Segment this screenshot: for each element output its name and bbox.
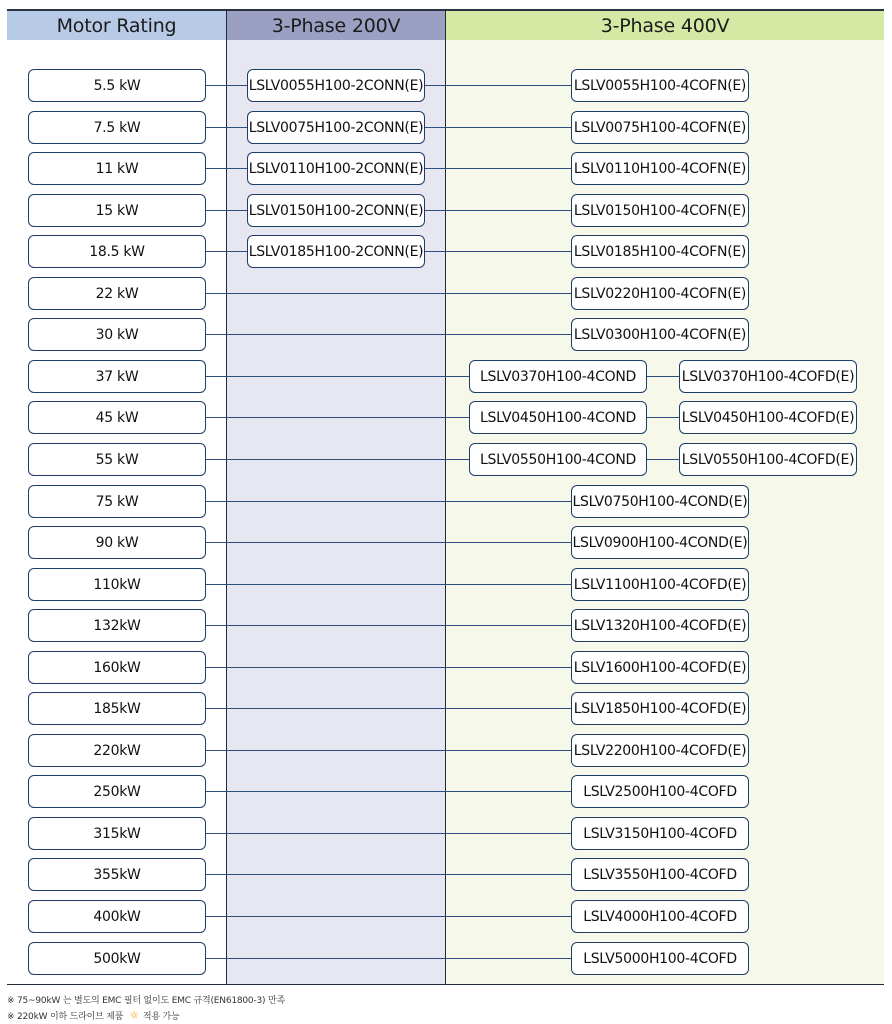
model-400v-cell: LSLV1320H100-4COFD(E)	[571, 609, 749, 642]
connector-line	[647, 376, 679, 377]
connector-line	[206, 334, 571, 335]
sun-icon: ☼	[129, 1009, 139, 1022]
motor-rating-header: Motor Rating	[7, 9, 226, 40]
model-200v-cell: LSLV0110H100-2CONN(E)	[247, 152, 425, 185]
connector-line	[206, 584, 571, 585]
motor-rating-cell: 132kW	[28, 609, 206, 642]
connector-line	[206, 376, 469, 377]
motor-rating-cell: 37 kW	[28, 360, 206, 393]
model-400v-cell: LSLV3550H100-4COFD	[571, 858, 749, 891]
model-400v-cell: LSLV0300H100-4COFN(E)	[571, 318, 749, 351]
connector-line	[206, 127, 247, 128]
connector-line	[206, 833, 571, 834]
motor-rating-cell: 15 kW	[28, 194, 206, 227]
table-bottom-rule	[7, 984, 884, 985]
motor-rating-cell: 30 kW	[28, 318, 206, 351]
model-400v-cell: LSLV0075H100-4COFN(E)	[571, 111, 749, 144]
motor-rating-cell: 22 kW	[28, 277, 206, 310]
connector-line	[206, 958, 571, 959]
footnote-text: ※ 220kW 이하 드라이브 제품	[7, 1012, 124, 1022]
connector-line	[206, 417, 469, 418]
connector-line	[206, 501, 571, 502]
motor-rating-cell: 160kW	[28, 651, 206, 684]
motor-rating-cell: 315kW	[28, 817, 206, 850]
motor-rating-cell: 250kW	[28, 775, 206, 808]
motor-rating-cell: 45 kW	[28, 401, 206, 434]
connector-line	[206, 916, 571, 917]
model-400v-cell: LSLV0900H100-4COND(E)	[571, 526, 749, 559]
model-200v-cell: LSLV0150H100-2CONN(E)	[247, 194, 425, 227]
model-400v-filter-cell: LSLV0450H100-4COFD(E)	[679, 401, 857, 434]
connector-line	[206, 459, 469, 460]
column-divider	[226, 9, 227, 985]
motor-rating-cell: 90 kW	[28, 526, 206, 559]
connector-line	[206, 251, 247, 252]
model-400v-cell: LSLV5000H100-4COFD	[571, 942, 749, 975]
model-400v-cell: LSLV2500H100-4COFD	[571, 775, 749, 808]
footnote-emc: ※ 75~90kW 는 별도의 EMC 필터 없이도 EMC 규격(EN61800-3) 만족	[7, 996, 285, 1006]
connector-line	[647, 417, 679, 418]
connector-line	[206, 85, 247, 86]
model-400v-cell: LSLV1600H100-4COFD(E)	[571, 651, 749, 684]
model-400v-cell: LSLV0370H100-4COND	[469, 360, 647, 393]
connector-line	[425, 168, 571, 169]
connector-line	[425, 210, 571, 211]
motor-rating-cell: 220kW	[28, 734, 206, 767]
model-400v-cell: LSLV1850H100-4COFD(E)	[571, 692, 749, 725]
model-400v-cell: LSLV3150H100-4COFD	[571, 817, 749, 850]
connector-line	[206, 293, 571, 294]
model-400v-filter-cell: LSLV0550H100-4COFD(E)	[679, 443, 857, 476]
motor-rating-cell: 7.5 kW	[28, 111, 206, 144]
phase-400v-header: 3-Phase 400V	[446, 9, 884, 40]
model-400v-cell: LSLV0550H100-4COND	[469, 443, 647, 476]
connector-line	[206, 708, 571, 709]
model-400v-cell: LSLV4000H100-4COFD	[571, 900, 749, 933]
model-200v-cell: LSLV0075H100-2CONN(E)	[247, 111, 425, 144]
connector-line	[647, 459, 679, 460]
connector-line	[206, 542, 571, 543]
model-200v-cell: LSLV0055H100-2CONN(E)	[247, 69, 425, 102]
model-400v-cell: LSLV2200H100-4COFD(E)	[571, 734, 749, 767]
motor-rating-cell: 400kW	[28, 900, 206, 933]
connector-line	[206, 874, 571, 875]
connector-line	[206, 791, 571, 792]
motor-rating-cell: 18.5 kW	[28, 235, 206, 268]
motor-rating-cell: 500kW	[28, 942, 206, 975]
model-400v-cell: LSLV0450H100-4COND	[469, 401, 647, 434]
phase-200v-header: 3-Phase 200V	[227, 9, 445, 40]
model-400v-cell: LSLV0055H100-4COFN(E)	[571, 69, 749, 102]
connector-line	[425, 127, 571, 128]
motor-rating-cell: 185kW	[28, 692, 206, 725]
model-400v-cell: LSLV1100H100-4COFD(E)	[571, 568, 749, 601]
connector-line	[206, 625, 571, 626]
connector-line	[425, 251, 571, 252]
motor-rating-cell: 110kW	[28, 568, 206, 601]
connector-line	[206, 667, 571, 668]
motor-rating-cell: 11 kW	[28, 152, 206, 185]
model-400v-filter-cell: LSLV0370H100-4COFD(E)	[679, 360, 857, 393]
motor-rating-cell: 75 kW	[28, 485, 206, 518]
connector-line	[206, 168, 247, 169]
model-400v-cell: LSLV0150H100-4COFN(E)	[571, 194, 749, 227]
motor-rating-cell: 355kW	[28, 858, 206, 891]
model-400v-cell: LSLV0750H100-4COND(E)	[571, 485, 749, 518]
footnote-drive-range	[7, 1009, 180, 1022]
motor-rating-cell: 55 kW	[28, 443, 206, 476]
motor-rating-cell: 5.5 kW	[28, 69, 206, 102]
connector-line	[206, 210, 247, 211]
connector-line	[425, 85, 571, 86]
model-400v-cell: LSLV0220H100-4COFN(E)	[571, 277, 749, 310]
model-200v-cell: LSLV0185H100-2CONN(E)	[247, 235, 425, 268]
column-divider	[445, 9, 446, 985]
model-400v-cell: LSLV0110H100-4COFN(E)	[571, 152, 749, 185]
model-400v-cell: LSLV0185H100-4COFN(E)	[571, 235, 749, 268]
connector-line	[206, 750, 571, 751]
footnote-text: 적용 가능	[142, 1012, 180, 1022]
